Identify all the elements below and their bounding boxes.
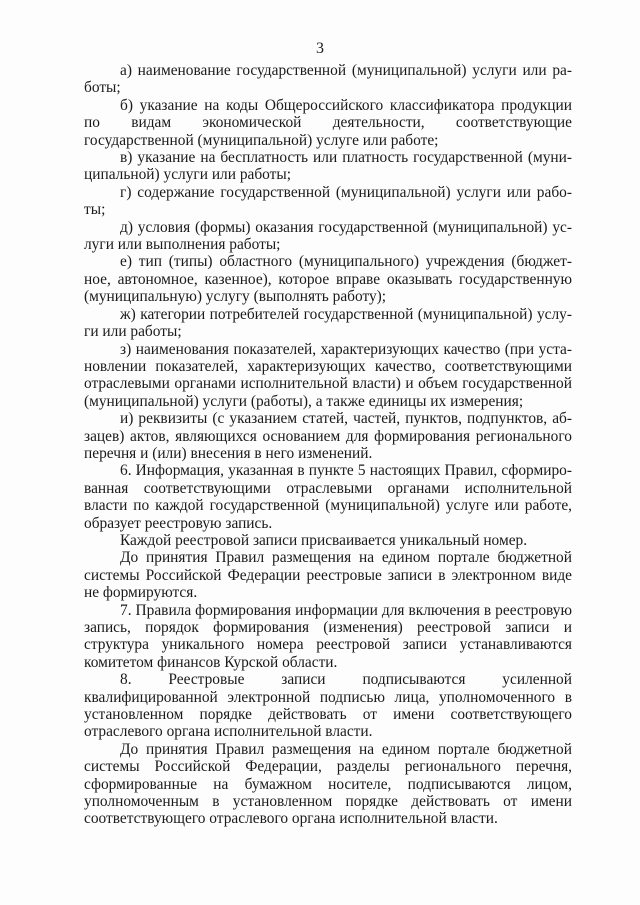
page-number: 3 [316, 40, 324, 57]
document-body [84, 62, 572, 828]
paragraph-section-8: 8. Реестровые записи подписываются усиленной квалифицированной электронной подписью лица, уполномоченного в установленном порядке действовать от имени соответствующего отраслевого органа исполнительной власти. [84, 671, 572, 741]
paragraph-item-a: а) наименование государственной (муниципальной) услуги или работы; [84, 62, 572, 97]
paragraph-item-d: д) условия (формы) оказания государственной (муниципальной) услуги или выполнения работы; [84, 218, 572, 254]
paragraph-section-7: 7. Правила формирования информации для включения в реестровую запись, порядок формирования (изменения) реестровой записи и структура уникального номера реестровой записи устанавливаются комитетом финансов Курской области. [84, 601, 572, 671]
paragraph-before-rules-sections: До принятия Правил размещения на едином портале бюджетной системы Российской Федерации, разделы регионального перечня, сформированные на бумажном носителе, подписываются лицом, уполномоченным в установленном порядке действовать от имени соответствующего отраслевого органа исполнительной власти. [84, 740, 572, 828]
paragraph-item-g: г) содержание государственной (муниципальной) услуги или работы; [84, 183, 572, 219]
paragraph-section-6: 6. Информация, указанная в пункте 5 настоящих Правил, сформированная соответствующими отраслевыми органами исполнительной власти по каждой государственной (муниципальной) услуге или работе, образует реестровую запись. [84, 462, 572, 532]
paragraph-item-v: в) указание на бесплатность или платность государственной (муниципальной) услуги или работы; [84, 149, 572, 184]
paragraph-item-z: з) наименования показателей, характеризующих качество (при установлении показателей, характеризующих качество, соответствующими отраслевыми органами исполнительной власти) и объем государственной (муниципальной) услуги (работы), а также единицы их измерения; [84, 340, 572, 410]
paragraph-item-zh: ж) категории потребителей государственной (муниципальной) услуги или работы; [84, 305, 572, 341]
paragraph-unique-number: Каждой реестровой записи присваивается уникальный номер. [120, 531, 528, 549]
paragraph-item-b: б) указание на коды Общероссийского классификатора продукции по видам экономической деятельности, соответствующие государственной (муниципальной) услуге или работе; [84, 96, 572, 149]
paragraph-item-e: е) тип (типы) областного (муниципального) учреждения (бюджетное, автономное, казенное), которое вправе оказывать государственную (муниципальную) услугу (выполнять работу); [84, 253, 572, 306]
paragraph-before-rules-records: До принятия Правил размещения на едином портале бюджетной системы Российской Федерации реестровые записи в электронном виде не формируются. [84, 549, 572, 602]
paragraph-item-i: и) реквизиты (с указанием статей, частей, пунктов, подпунктов, абзацев) актов, являющихся основанием для формирования регионального перечня и (или) внесения в него изменений. [84, 410, 572, 462]
